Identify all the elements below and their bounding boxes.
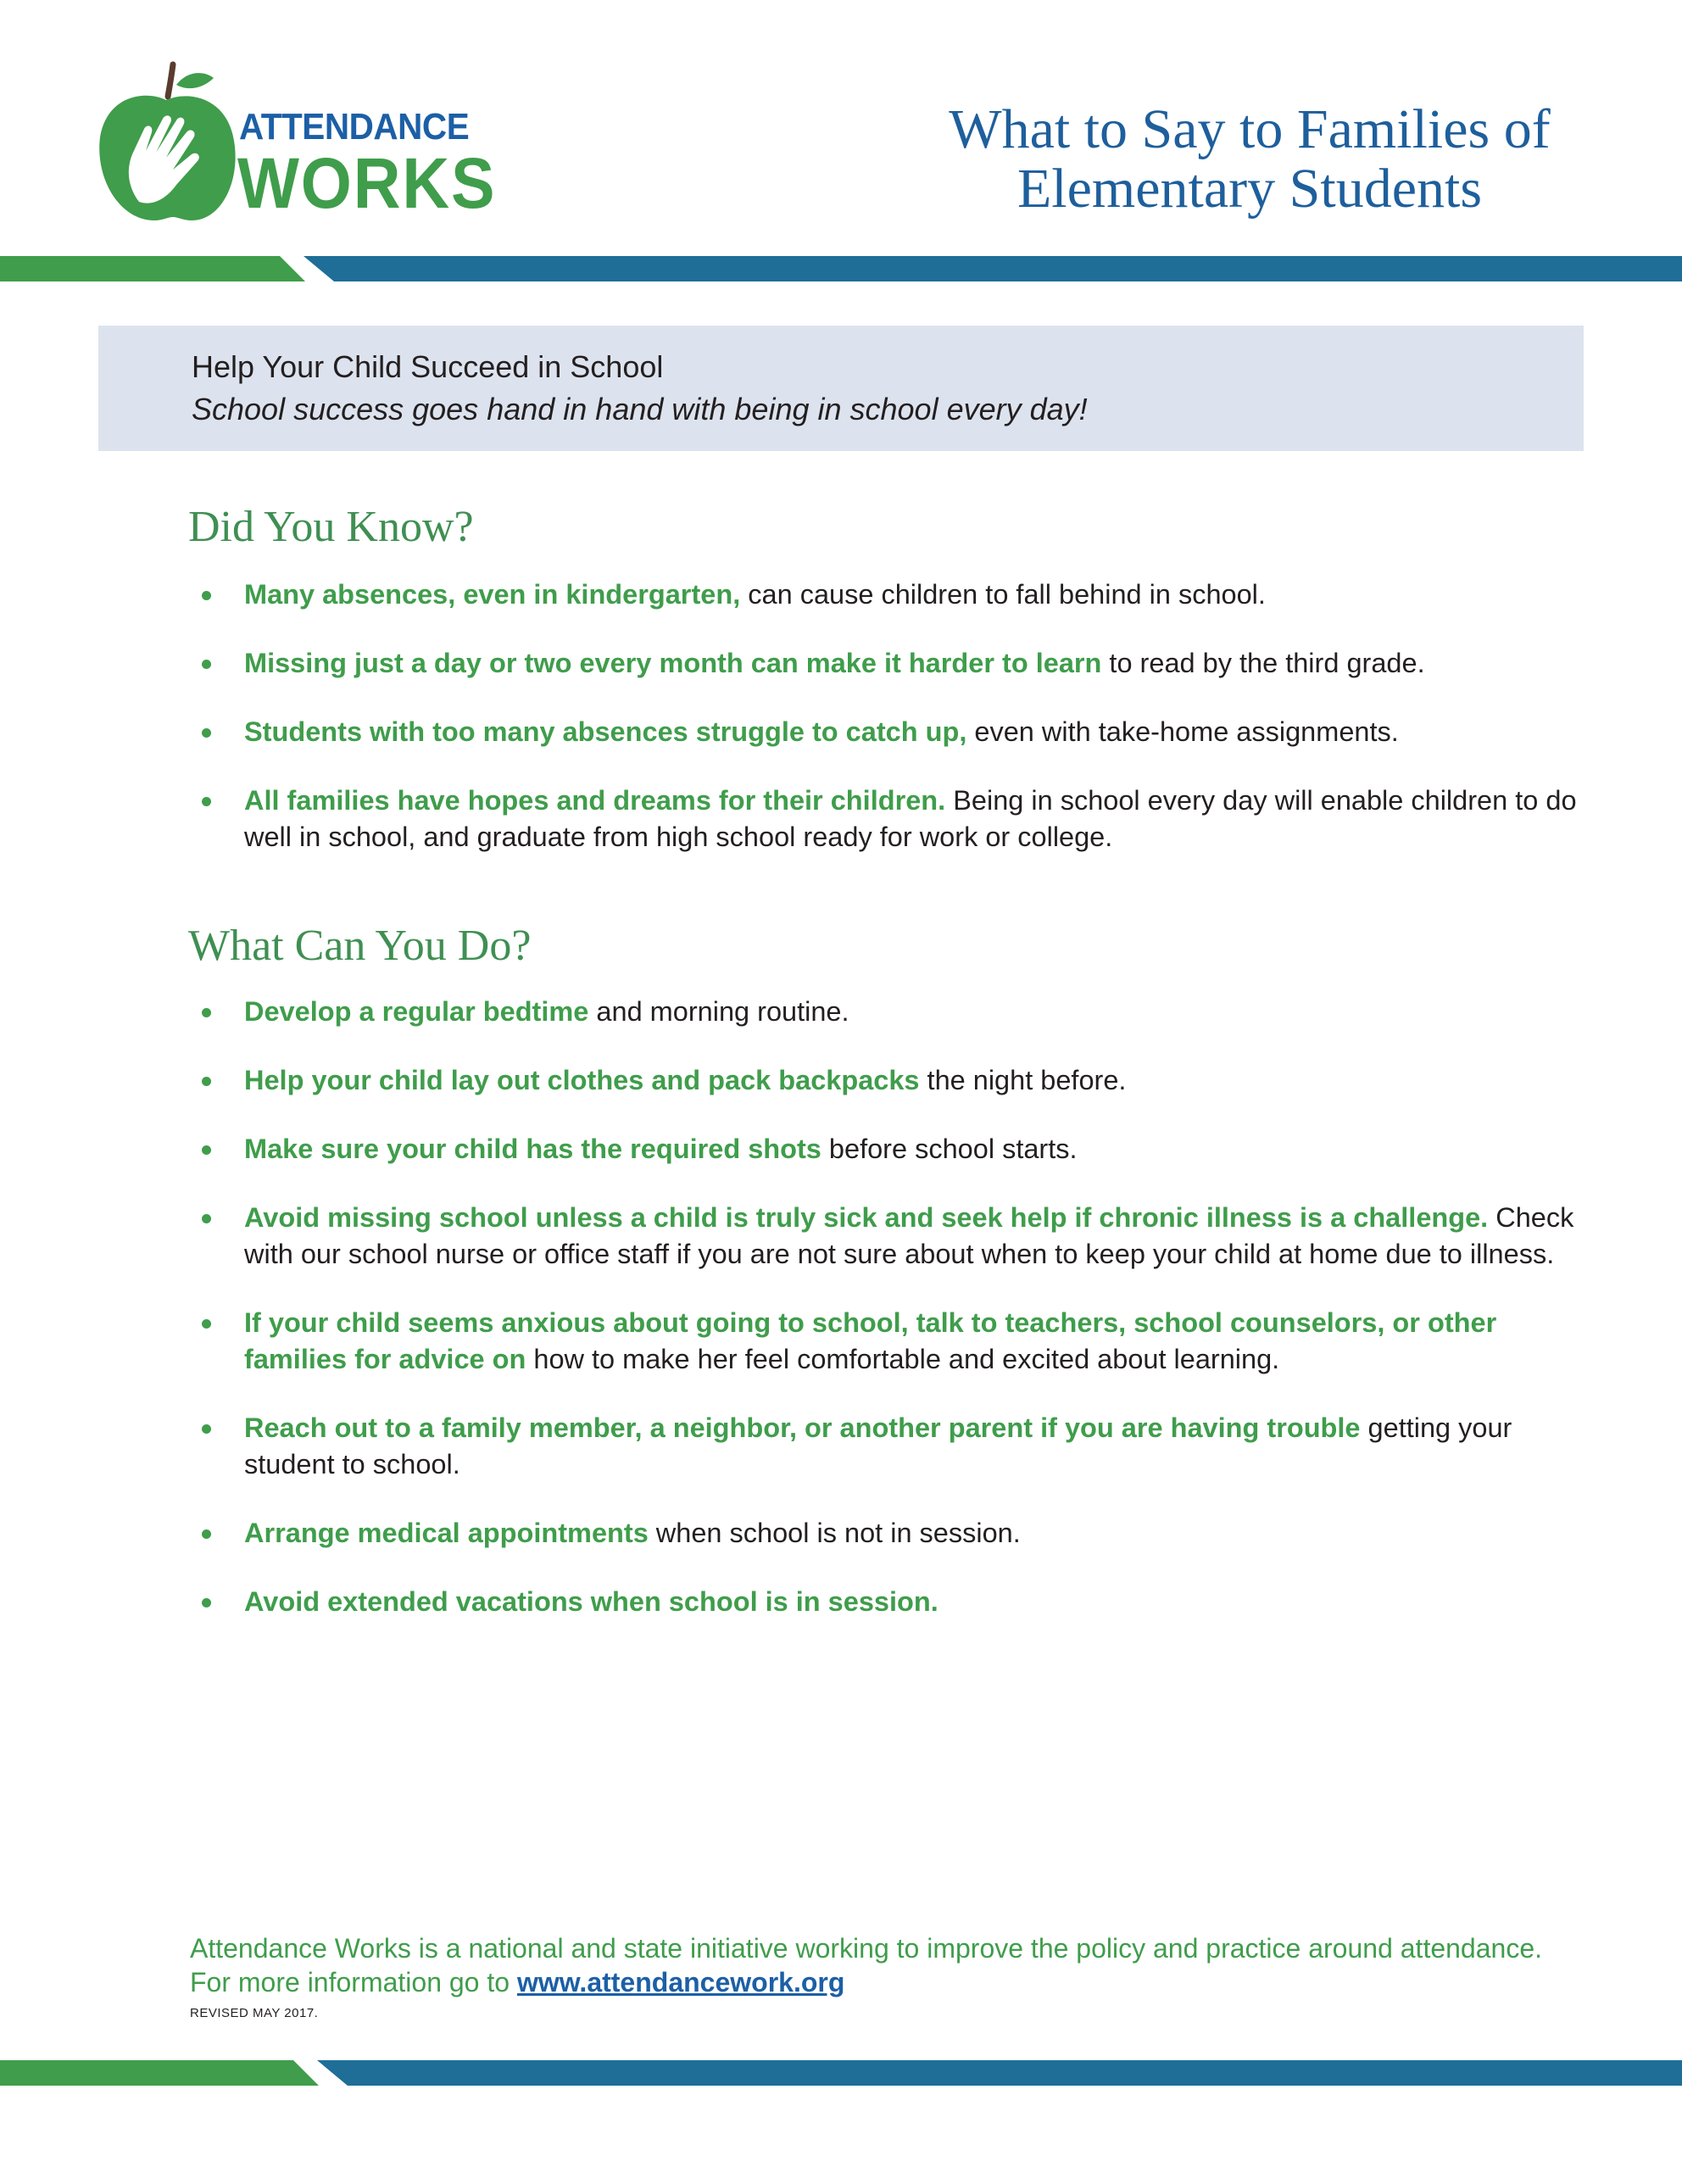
intro-heading: Help Your Child Succeed in School xyxy=(192,349,664,384)
item-highlight: Arrange medical appointments xyxy=(244,1518,649,1548)
bullet-icon xyxy=(202,728,211,738)
footer xyxy=(190,1931,1614,2020)
footer-divider-green xyxy=(0,2060,319,2086)
item-highlight: If your child seems anxious about going to school, talk to teachers, school counselors, or other families for advice on xyxy=(244,1307,1497,1374)
item-text: Check with our school nurse or office staff if you are not sure about when to keep your child at home due to illness. xyxy=(244,1202,1574,1269)
item-text: Being in school every day will enable children to do well in school, and graduate from high school ready for work or college. xyxy=(244,785,1577,852)
logo-text-works: WORKS xyxy=(237,143,497,223)
item-text: before school starts. xyxy=(821,1134,1078,1164)
item-text: even with take-home assignments. xyxy=(966,716,1399,747)
website-link[interactable]: www.attendancework.org xyxy=(516,1967,845,1997)
list-item xyxy=(200,1062,1590,1099)
list-item xyxy=(200,1131,1590,1167)
list-item xyxy=(200,1410,1590,1483)
list-item xyxy=(200,714,1590,750)
bullet-icon xyxy=(202,1008,211,1017)
item-highlight: Avoid missing school unless a child is truly sick and seek help if chronic illness is a challenge. xyxy=(244,1202,1489,1233)
item-highlight: Reach out to a family member, a neighbor, or another parent if you are having trouble xyxy=(244,1412,1361,1443)
footer-divider-blue xyxy=(317,2060,1682,2086)
did-you-know-list xyxy=(200,577,1590,888)
list-item xyxy=(200,1584,1590,1620)
item-text: the night before. xyxy=(919,1065,1127,1095)
item-text: can cause children to fall behind in school. xyxy=(740,579,1266,610)
item-text: when school is not in session. xyxy=(648,1518,1021,1548)
bullet-icon xyxy=(202,797,211,806)
footer-description: Attendance Works is a national and state initiative working to improve the policy and practice around attendance. xyxy=(190,1933,1542,1964)
item-highlight: Make sure your child has the required shots xyxy=(244,1134,822,1164)
bullet-icon xyxy=(202,1529,211,1539)
list-item xyxy=(200,1200,1590,1273)
logo-text-attendance: ATTENDANCE xyxy=(239,106,470,148)
bullet-icon xyxy=(202,591,211,600)
item-text: and morning routine. xyxy=(588,996,849,1027)
list-item xyxy=(200,645,1590,682)
list-item xyxy=(200,1305,1590,1378)
intro-box xyxy=(98,326,1584,451)
apple-hand-icon xyxy=(95,53,239,231)
header-divider-blue xyxy=(304,256,1682,281)
footer-more-info-prefix: For more information go to xyxy=(190,1967,517,1997)
item-highlight: Students with too many absences struggle to catch up, xyxy=(244,716,967,747)
item-highlight: Develop a regular bedtime xyxy=(244,996,589,1027)
item-text: how to make her feel comfortable and excited about learning. xyxy=(526,1344,1280,1374)
item-highlight: Help your child lay out clothes and pack backpacks xyxy=(244,1065,920,1095)
bullet-icon xyxy=(202,660,211,669)
footer-more-info xyxy=(190,1965,1614,1999)
revised-date: REVISED MAY 2017. xyxy=(190,2006,319,2020)
footer-divider xyxy=(0,2060,1682,2086)
bullet-icon xyxy=(202,1598,211,1607)
bullet-icon xyxy=(202,1424,211,1434)
page-title-line2: Elementary Students xyxy=(1016,158,1483,220)
page-title-line1: What to Say to Families of xyxy=(949,98,1551,160)
header-divider-green xyxy=(0,256,305,281)
intro-tagline: School success goes hand in hand with being in school every day! xyxy=(192,392,1088,426)
item-highlight: Missing just a day or two every month can make it harder to learn xyxy=(244,648,1102,678)
bullet-icon xyxy=(202,1319,211,1329)
list-item xyxy=(200,577,1590,613)
item-highlight: Avoid extended vacations when school is in session. xyxy=(244,1586,938,1617)
section-heading-did-you-know: Did You Know? xyxy=(188,503,474,551)
attendance-works-logo xyxy=(95,53,497,231)
page-title xyxy=(927,100,1572,219)
bullet-icon xyxy=(202,1214,211,1223)
bullet-icon xyxy=(202,1145,211,1155)
list-item xyxy=(200,783,1590,855)
list-item xyxy=(200,994,1590,1030)
item-highlight: All families have hopes and dreams for their children. xyxy=(244,785,946,816)
section-heading-what-can-you-do: What Can You Do? xyxy=(188,922,532,970)
list-item xyxy=(200,1515,1590,1552)
header-divider xyxy=(0,256,1682,281)
item-highlight: Many absences, even in kindergarten, xyxy=(244,579,741,610)
item-text: to read by the third grade. xyxy=(1101,648,1425,678)
bullet-icon xyxy=(202,1077,211,1086)
what-can-you-do-list xyxy=(200,994,1590,1652)
item-text: getting your student to school. xyxy=(244,1412,1512,1479)
